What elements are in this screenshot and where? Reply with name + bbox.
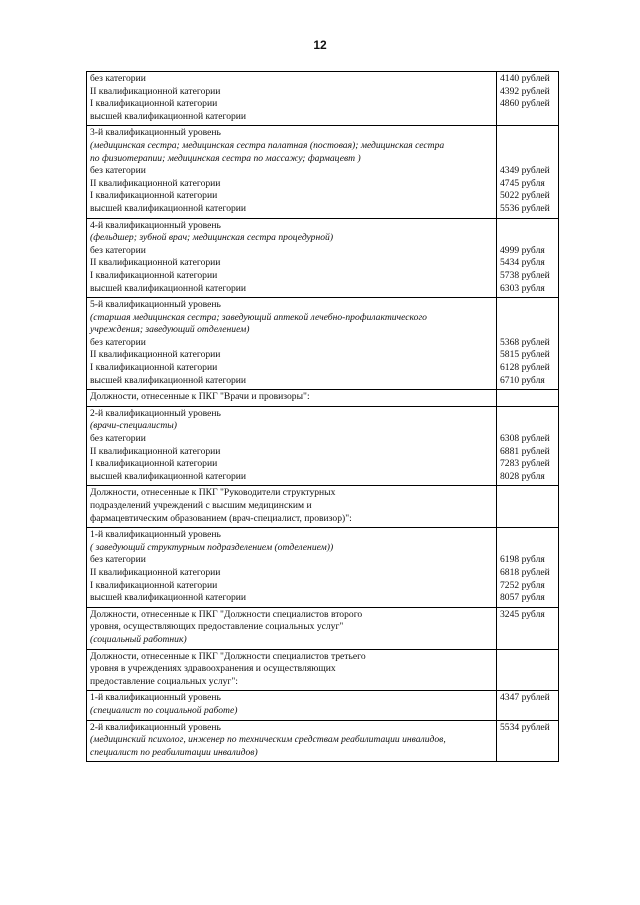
position-description-cell [87,126,497,218]
position-description-cell [87,406,497,486]
table-row [87,406,559,486]
position-line: II квалификационной категории [90,177,221,189]
salary-amount-cell [497,126,559,218]
position-line: II квалификационной категории [90,349,221,361]
position-note-line: (фельдшер; зубной врач; медицинская сестра процедурной) [90,232,334,244]
salary-amount: 8057 рубля [500,592,545,604]
salary-table-body [87,72,559,762]
salary-amount-cell [497,486,559,528]
salary-amount-cell [497,298,559,390]
position-line: уровня в учреждениях здравоохранения и осуществляющих [90,663,336,675]
spacer [500,542,556,555]
salary-amount: 5815 рублей [500,349,550,361]
position-line: Должности, отнесенные к ПКГ "Должности специалистов второго [90,608,363,620]
spacer [500,299,556,312]
position-line: I квалификационной категории [90,98,218,110]
salary-amount-cell [497,72,559,126]
position-line: 2-й квалификационный уровень [90,407,221,419]
salary-amount: 5368 рублей [500,336,550,348]
position-line: 1-й квалификационный уровень [90,529,221,541]
salary-amount: 7283 рублей [500,458,550,470]
position-line: I квалификационной категории [90,269,218,281]
salary-amount: 5434 рубля [500,257,545,269]
position-line: высшей квалификационной категории [90,374,247,386]
position-note-line: (врачи-специалисты) [90,420,177,432]
table-row [87,390,559,407]
position-description-cell [87,691,497,720]
position-line: I квалификационной категории [90,190,218,202]
salary-amount-cell [497,390,559,407]
salary-amount: 4140 рублей [500,73,550,84]
position-note-line: по физиотерапии; медицинская сестра по массажу; фармацевт ) [90,152,361,164]
salary-amount: 6881 рублей [500,445,550,457]
salary-amount-cell [497,528,559,608]
position-description-cell [87,486,497,528]
salary-amount-cell [497,607,559,649]
spacer [500,324,556,337]
salary-amount-cell [497,406,559,486]
spacer [500,408,556,421]
position-note-line: (социальный работник) [90,633,187,645]
position-description-cell [87,607,497,649]
spacer [500,140,556,153]
position-note-line: (медицинский психолог, инженер по техническим средствам реабилитации инвалидов, [90,734,446,746]
position-line: I квалификационной категории [90,579,218,591]
position-line: II квалификационной категории [90,445,221,457]
position-description-cell [87,218,497,298]
position-line: 2-й квалификационный уровень [90,721,221,733]
position-line: уровня, осуществляющих предоставление социальных услуг" [90,621,344,633]
salary-amount: 6303 рубля [500,282,545,294]
position-line: II квалификационной категории [90,566,221,578]
position-description-cell [87,390,497,407]
table-row [87,298,559,390]
salary-amount: 5022 рублей [500,190,550,202]
salary-amount: 4860 рублей [500,98,550,110]
spacer [500,312,556,325]
salary-amount-cell [497,649,559,691]
salary-amount: 5536 рублей [500,202,550,214]
position-note-line: (старшая медицинская сестра; заведующий аптекой лечебно-профилактического [90,311,427,323]
position-line: высшей квалификационной категории [90,282,247,294]
position-line: II квалификационной категории [90,85,221,97]
position-line: без категории [90,73,146,84]
position-line: 3-й квалификационный уровень [90,127,221,139]
position-line: без категории [90,433,146,445]
position-line: высшей квалификационной категории [90,202,247,214]
position-description-cell [87,528,497,608]
spacer [500,420,556,433]
position-line: фармацевтическим образованием (врач-специалист, провизор)": [90,512,352,524]
position-line: без категории [90,165,146,177]
position-note-line: (специалист по социальной работе) [90,704,238,716]
position-description-cell [87,298,497,390]
position-line: I квалификационной категории [90,458,218,470]
table-row [87,691,559,720]
position-line: I квалификационной категории [90,362,218,374]
position-line: высшей квалификационной категории [90,110,247,122]
position-line: Должности, отнесенные к ПКГ "Должности специалистов третьего [90,650,366,662]
salary-amount: 6710 рубля [500,374,545,386]
salary-amount-cell [497,691,559,720]
spacer [500,127,556,140]
spacer [500,153,556,166]
table-row [87,528,559,608]
salary-amount: 4349 рублей [500,165,550,177]
salary-amount: 8028 рубля [500,470,545,482]
salary-amount: 6128 рублей [500,362,550,374]
spacer [500,529,556,542]
salary-table [86,71,559,762]
spacer [500,220,556,233]
salary-amount: 5738 рублей [500,269,550,281]
table-row [87,720,559,762]
position-description-cell [87,72,497,126]
spacer [500,232,556,245]
salary-amount: 7252 рубля [500,579,545,591]
position-line: высшей квалификационной категории [90,470,247,482]
position-line: подразделений учреждений с высшим медицинским и [90,500,312,511]
position-note-line: (медицинская сестра; медицинская сестра палатная (постовая); медицинская сестра [90,139,445,151]
position-line: без категории [90,244,146,256]
salary-amount: 4999 рубля [500,244,545,256]
table-row [87,126,559,218]
salary-amount: 3245 рубля [500,608,545,620]
position-note-line: учреждения; заведующий отделением) [90,324,250,336]
position-line: II квалификационной категории [90,257,221,269]
position-line: высшей квалификационной категории [90,592,247,604]
table-row [87,486,559,528]
position-note-line: ( заведующий структурным подразделением (отделением)) [90,541,334,553]
position-description-cell [87,720,497,762]
salary-amount-cell [497,720,559,762]
position-line: 1-й квалификационный уровень [90,692,221,704]
position-line: Должности, отнесенные к ПКГ "Руководители структурных [90,487,336,499]
position-description-cell [87,649,497,691]
table-row [87,607,559,649]
position-line: без категории [90,554,146,566]
salary-amount: 5534 рублей [500,721,550,733]
salary-amount: 6308 рублей [500,433,550,445]
salary-amount-cell [497,218,559,298]
page-number: 12 [313,38,327,52]
table-row [87,218,559,298]
salary-amount: 4392 рублей [500,85,550,97]
table-row [87,72,559,126]
position-line: Должности, отнесенные к ПКГ "Врачи и провизоры": [90,391,310,403]
salary-amount: 4347 рублей [500,692,550,704]
position-line: без категории [90,336,146,348]
position-note-line: специалист по реабилитации инвалидов) [90,746,258,758]
salary-amount: 4745 рубля [500,177,545,189]
salary-amount: 6818 рублей [500,566,550,578]
table-row [87,649,559,691]
position-line: предоставление социальных услуг": [90,675,238,687]
position-line: 5-й квалификационный уровень [90,299,221,311]
position-line: 4-й квалификационный уровень [90,219,221,231]
salary-amount: 6198 рубля [500,554,545,566]
